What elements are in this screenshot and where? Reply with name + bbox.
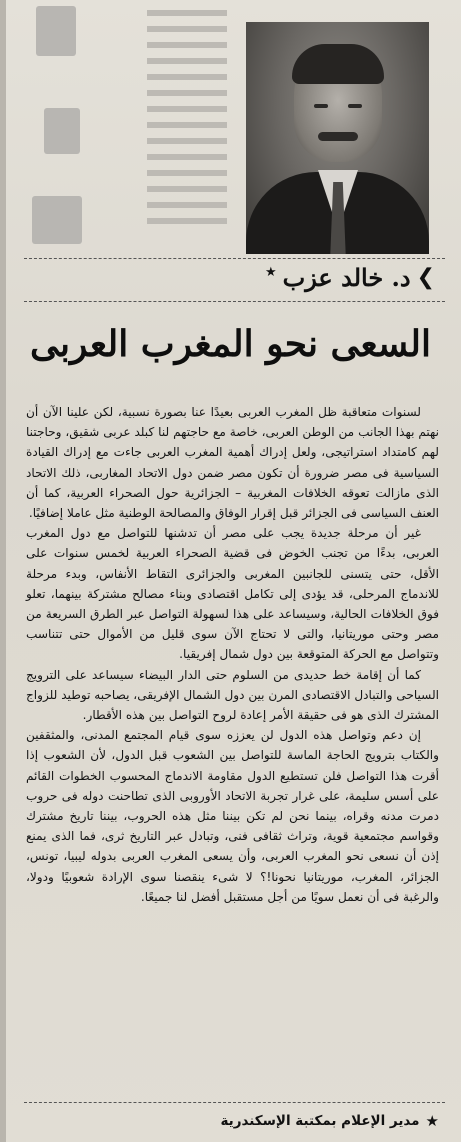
bleed-text-line	[147, 26, 227, 32]
photo-eye	[314, 104, 328, 108]
bleed-text-line	[147, 90, 227, 96]
bleed-shape	[44, 108, 80, 154]
photo-eye	[348, 104, 362, 108]
byline-dashed-rule	[24, 301, 445, 302]
bleed-shape	[36, 6, 76, 56]
article-paragraph: غير أن مرحلة جديدة يجب على مصر أن تدشنها للتواصل مع دول المغرب العربى، بدءًا من تجنب الخوض فى قضية الصحراء العربية لخمس سنوات على الأقل، حتى يتسنى للجانبين المغربى والجزائرى التقاط الأنفاس، وبدء مرحلة للاندماج المرحلى، قد يؤدى إلى تكامل اقتصادى وبناء مصالح مشتركة بينهما، تعلو فوق الخلافات الحالية، وسيساعد على هذا لسهولة التواصل عبر الطرق السريعة من مصر وحتى موريتانيا، والتى لا تحتاج الآن سوى قليل من الأموال حتى تتناسب وتتواصل مع الحركة المتوقعة بين دول شمال إفريقيا.	[26, 526, 439, 662]
star-icon: ★	[425, 1112, 439, 1130]
author-title: مدير الإعلام بمكتبة الإسكندرية	[220, 1113, 420, 1129]
bleed-text-line	[147, 106, 227, 112]
bleed-text-line	[147, 170, 227, 176]
bleed-text-line	[147, 74, 227, 80]
author-footnote	[220, 1112, 439, 1130]
star-icon: ★	[264, 264, 277, 280]
article-body	[26, 402, 439, 907]
bleed-through-area	[26, 0, 231, 258]
article-headline: السعى نحو المغرب العربى	[29, 323, 432, 365]
photo-mustache	[318, 132, 358, 141]
bleed-text-line	[147, 186, 227, 192]
bleed-text-line	[147, 138, 227, 144]
footer-dashed-rule	[24, 1102, 445, 1103]
author-photo	[246, 22, 429, 254]
bleed-text-line	[147, 10, 227, 16]
article-paragraph: إن دعم وتواصل هذه الدول لن يعززه سوى قيام المجتمع المدنى، والمثقفين والكتاب بترويج الحاجة الماسة للتواصل بين الشعوب قبل الدول، لأن الشعوب إذا أقرت هذا التواصل فلن تستطيع الدول مقاومة الاندماج المحسوب الخطوات القائم على أسس سليمة، على غرار تجربة الاتحاد الأوروبى الذى تطاحنت دوله فى حروب دمرت مدنه وقراه، بينما نحن لم تكن بيننا مثل هذه الحروب، بيننا تاريخ مشترك وقواسم مجتمعية قوية، وتراث ثقافى فنى، وتبادل عبر التاريخ ثرى، فما الذى يمنع إذن أن نسعى نحو المغرب العربى، وأن يسعى المغرب العربى بدوله ليبيا، تونس، الجزائر، المغرب، موريتانيا نحونا!؟ لا شىء ينقصنا سوى الإرادة شعوبيًا ودولا، والرغبة فى أن نعمل سويًا من أجل مستقبل أفضل لنا جميعًا.	[26, 728, 439, 904]
top-dashed-rule	[24, 258, 445, 259]
author-name: د. خالد عزب	[282, 262, 411, 292]
photo-hair	[292, 44, 384, 84]
paper-edge	[0, 0, 6, 1142]
article-paragraph: لسنوات متعاقبة ظل المغرب العربى بعيدًا عنا بصورة نسبية، لكن علينا الآن أن نهتم بهذا الجانب من الوطن العربى، خاصة مع حاجتهم لنا كبلد عربى شقيق، وحاجتنا لهم كامتداد استراتيجى، ولعل إدراك أهمية المغرب العربى جاءت مع إدراك القيادة السياسية فى مصر ضرورة أن تكون مصر ضمن دول الاتحاد المغاربى، ذلك الاتحاد الذى مازالت تعوقه الخلافات المغربية – الجزائرية حول الصحراء العربية، كما أن العنف السياسى فى الجزائر قبل إقرار الوفاق والمصالحة الوطنية مثل عاملا إضافيًا.	[26, 405, 439, 521]
byline	[265, 260, 435, 294]
bleed-text-line	[147, 122, 227, 128]
bleed-text-line	[147, 58, 227, 64]
bleed-shape	[32, 196, 82, 244]
bleed-text-line	[147, 154, 227, 160]
chevron-icon: ❯	[416, 264, 435, 290]
article-paragraph: كما أن إقامة خط حديدى من السلوم حتى الدار البيضاء سيساعد على الترويج السياحى والتبادل الاقتصادى المرن بين دول الشمال الإفريقى، يصاحبه توطيد للزواج المشترك الذى هو فى حقيقة الأمر إعادة لروح التواصل بين هذه الأقطار.	[26, 667, 439, 723]
bleed-text-line	[147, 202, 227, 208]
bleed-text-line	[147, 218, 227, 224]
bleed-text-line	[147, 42, 227, 48]
